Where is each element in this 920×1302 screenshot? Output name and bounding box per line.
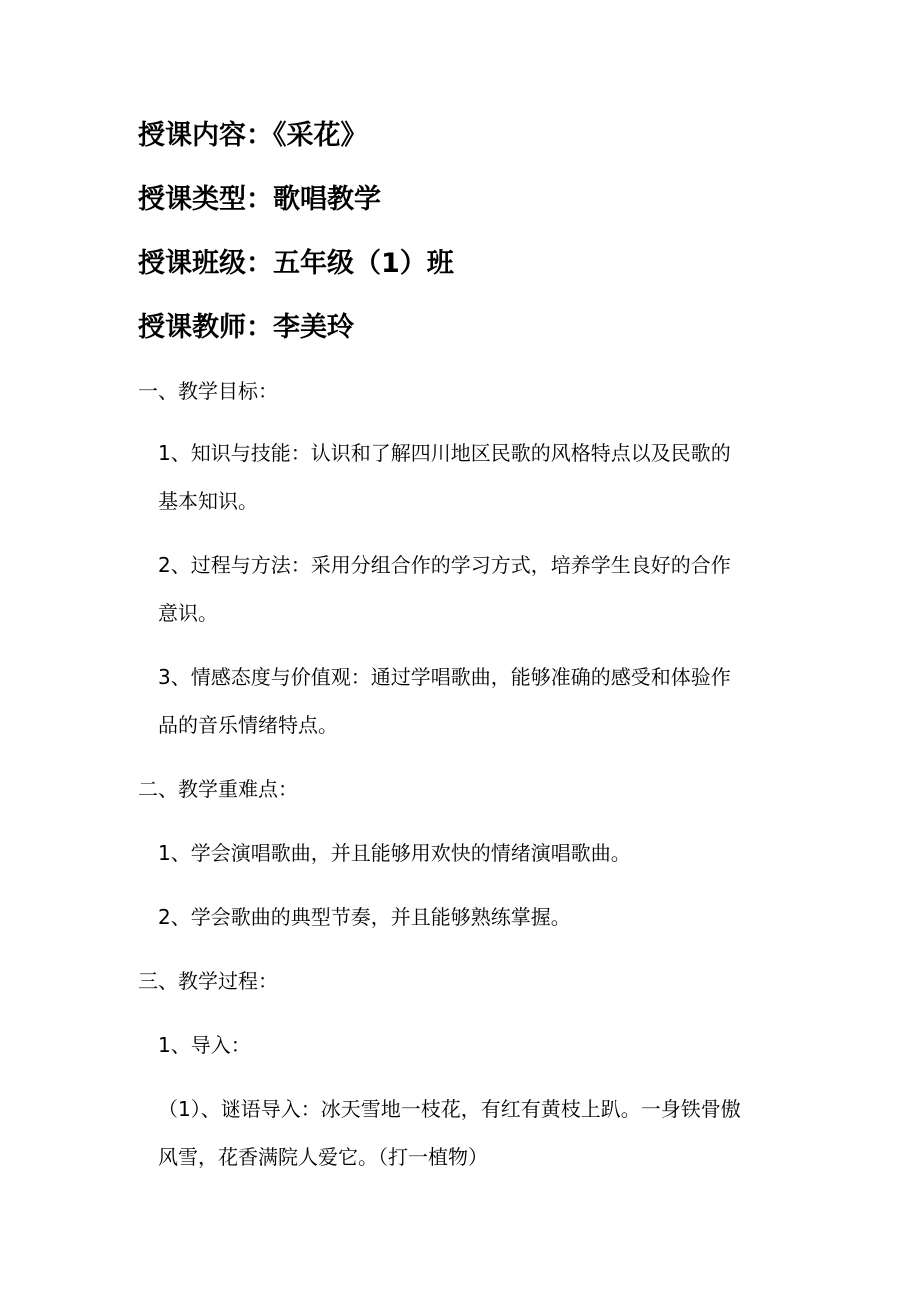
key-point-1: 1、学会演唱歌曲，并且能够用欢快的情绪演唱歌曲。 [158, 841, 631, 865]
objective-2-line-2: 意识。 [158, 601, 218, 625]
process-title: 三、教学过程： [138, 969, 278, 993]
objectives-title: 一、教学目标： [138, 379, 278, 403]
objective-2-line-1: 2、过程与方法：采用分组合作的学习方式，培养学生良好的合作 [158, 553, 731, 577]
lesson-content-heading: 授课内容：《采花》 [138, 120, 368, 151]
riddle-line-2: 风雪，花香满院人爱它。（打一植物） [158, 1145, 488, 1169]
objective-3-line-1: 3、情感态度与价值观：通过学唱歌曲，能够准确的感受和体验作 [158, 665, 731, 689]
riddle-line-1: （1）、谜语导入：冰天雪地一枝花，有红有黄枝上趴。一身铁骨傲 [158, 1097, 741, 1121]
lesson-type-heading: 授课类型：歌唱教学 [138, 184, 381, 215]
objective-1-line-1: 1、知识与技能：认识和了解四川地区民歌的风格特点以及民歌的 [158, 441, 731, 465]
key-point-2: 2、学会歌曲的典型节奏，并且能够熟练掌握。 [158, 905, 571, 929]
objective-1-line-2: 基本知识。 [158, 489, 258, 513]
key-points-title: 二、教学重难点： [138, 777, 298, 801]
lesson-teacher-heading: 授课教师：李美玲 [138, 312, 354, 343]
lesson-class-heading: 授课班级：五年级（1）班 [138, 248, 454, 279]
process-intro: 1、导入： [158, 1033, 251, 1057]
objective-3-line-2: 品的音乐情绪特点。 [158, 713, 338, 737]
